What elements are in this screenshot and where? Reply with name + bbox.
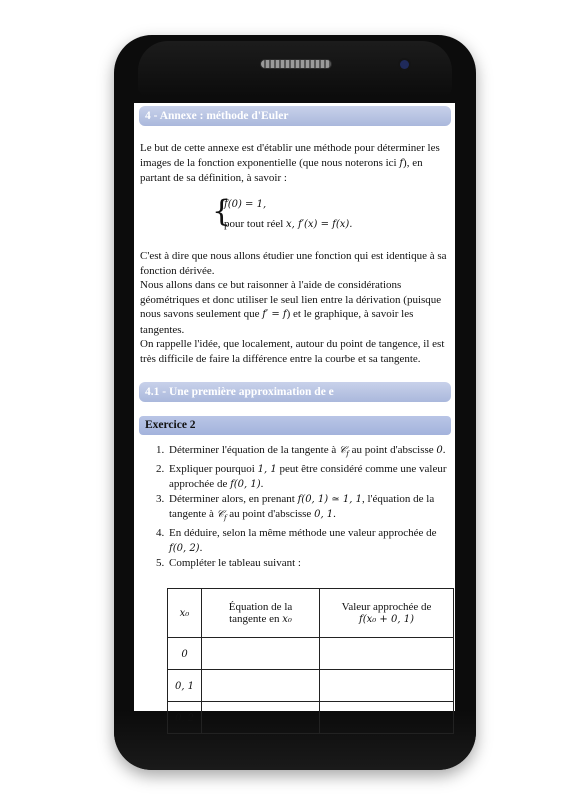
- item-text: .: [199, 542, 203, 555]
- list-item: [156, 556, 452, 571]
- item-text: au point d'abscisse: [348, 444, 437, 456]
- list-item: [156, 462, 452, 492]
- section-4-heading: 4 - Annexe : méthode d'Euler: [139, 106, 451, 126]
- item-math-sub: f: [346, 450, 349, 459]
- system-line-2-math: x, f′(x) = f(x).: [286, 219, 353, 230]
- item-math: 0: [436, 445, 443, 456]
- body-p2-math: f′ = f: [262, 309, 287, 321]
- speaker-grille: [260, 59, 332, 69]
- row-equation-cell[interactable]: [202, 638, 320, 670]
- system-line-2-text: pour tout réel: [224, 218, 287, 230]
- list-item: [156, 443, 452, 462]
- body-paragraph-1: C'est à dire que nous allons étudier une fonction qui est identique à sa fonction dérivée.: [140, 250, 447, 277]
- header-equation-line-2: tangente en: [229, 613, 283, 625]
- item-number: 3.: [156, 493, 165, 506]
- header-equation-math: x₀: [282, 614, 292, 625]
- row-x0-cell: [168, 702, 202, 734]
- tangent-table: [167, 588, 454, 734]
- phone-top-bezel: [138, 41, 452, 97]
- phone-screen[interactable]: [134, 103, 455, 724]
- item-text: Compléter le tableau suivant :: [169, 557, 301, 570]
- system-line-1-math: f(0) = 1,: [224, 199, 267, 210]
- item-text: au point d'abscisse: [226, 508, 315, 521]
- item-math: 0, 1: [314, 509, 334, 521]
- row-x0-value: 0, 1: [174, 680, 195, 692]
- intro-text-2: ), en partant de sa définition, à savoir :: [140, 156, 423, 185]
- item-number: 5.: [156, 557, 165, 570]
- body-p2-text-b: ) et le graphique, à savoir les tangentes.: [140, 308, 414, 336]
- item-math: 1, 1: [257, 464, 277, 476]
- body-paragraph-2: [140, 278, 450, 337]
- table-header-row: [168, 589, 454, 638]
- header-approx-line-1: Valeur approchée de: [341, 601, 432, 613]
- item-text: .: [442, 444, 446, 456]
- header-approx: [320, 589, 454, 638]
- item-text: .: [333, 508, 336, 521]
- item-text: En déduire, selon la même méthode une valeur approchée de: [169, 527, 437, 540]
- exercise-heading: Exercice 2: [139, 416, 451, 435]
- item-number: 4.: [156, 527, 165, 540]
- item-math: f(0, 1): [230, 479, 261, 491]
- body-paragraph-3: On rappelle l'idée, que localement, autour du point de tangence, il est très difficile de faire la différence entre la courbe et sa tangente.: [140, 338, 445, 365]
- row-x0-value: 0, 2: [174, 712, 195, 724]
- item-text: peut être considéré comme une valeur approchée de: [169, 463, 447, 491]
- item-text: .: [260, 478, 264, 491]
- header-approx-math: f(x₀ + 0, 1): [359, 614, 414, 625]
- item-math: 𝒞: [338, 445, 347, 456]
- item-text: Déterminer alors, en prenant: [169, 493, 298, 506]
- item-math: f(0, 1) ≃ 1, 1: [297, 494, 362, 506]
- header-equation: [202, 589, 320, 638]
- row-equation-cell[interactable]: [202, 670, 320, 702]
- item-text: , l'équation de la tangente à: [169, 493, 435, 521]
- header-x0-text: x₀: [179, 608, 190, 619]
- system-line-1: [224, 198, 266, 210]
- item-text: Déterminer l'équation de la tangente à: [169, 444, 339, 456]
- item-math-sub: f: [223, 514, 227, 523]
- table-row: [168, 638, 454, 670]
- table-row: [168, 702, 454, 734]
- list-item: [156, 526, 452, 556]
- item-math: f(0, 2): [169, 543, 200, 555]
- item-text: Expliquer pourquoi: [169, 463, 258, 476]
- system-line-2: [224, 218, 353, 230]
- list-item: [156, 492, 452, 526]
- row-approx-cell[interactable]: [320, 638, 454, 670]
- row-equation-cell[interactable]: [202, 702, 320, 734]
- brace-glyph: {: [212, 194, 232, 229]
- body-p2-text-a: Nous allons dans ce but raisonner à l'aide de considérations géométriques et donc utiliser le seul lien entre la dérivation (puisque nous savons seulement que: [140, 279, 442, 321]
- item-math: 𝒞: [216, 509, 224, 521]
- intro-paragraph: [140, 141, 450, 186]
- item-number: 1.: [156, 444, 165, 456]
- section-4-1-heading: 4.1 - Une première approximation de e: [139, 382, 451, 402]
- row-x0-value: 0: [181, 648, 188, 660]
- table-row: [168, 670, 454, 702]
- intro-text-1: Le but de cette annexe est d'établir une méthode pour déterminer les images de la fonction exponentielle (que nous noterons ici: [140, 142, 440, 169]
- row-approx-cell[interactable]: [320, 702, 454, 734]
- row-x0-cell: [168, 670, 202, 702]
- intro-f-symbol: f: [399, 157, 404, 169]
- header-equation-line-1: Équation de la: [228, 601, 293, 613]
- item-number: 2.: [156, 463, 165, 476]
- front-camera: [400, 60, 409, 69]
- exercise-list: [156, 443, 452, 571]
- row-approx-cell[interactable]: [320, 670, 454, 702]
- row-x0-cell: [168, 638, 202, 670]
- header-x0: [168, 589, 202, 638]
